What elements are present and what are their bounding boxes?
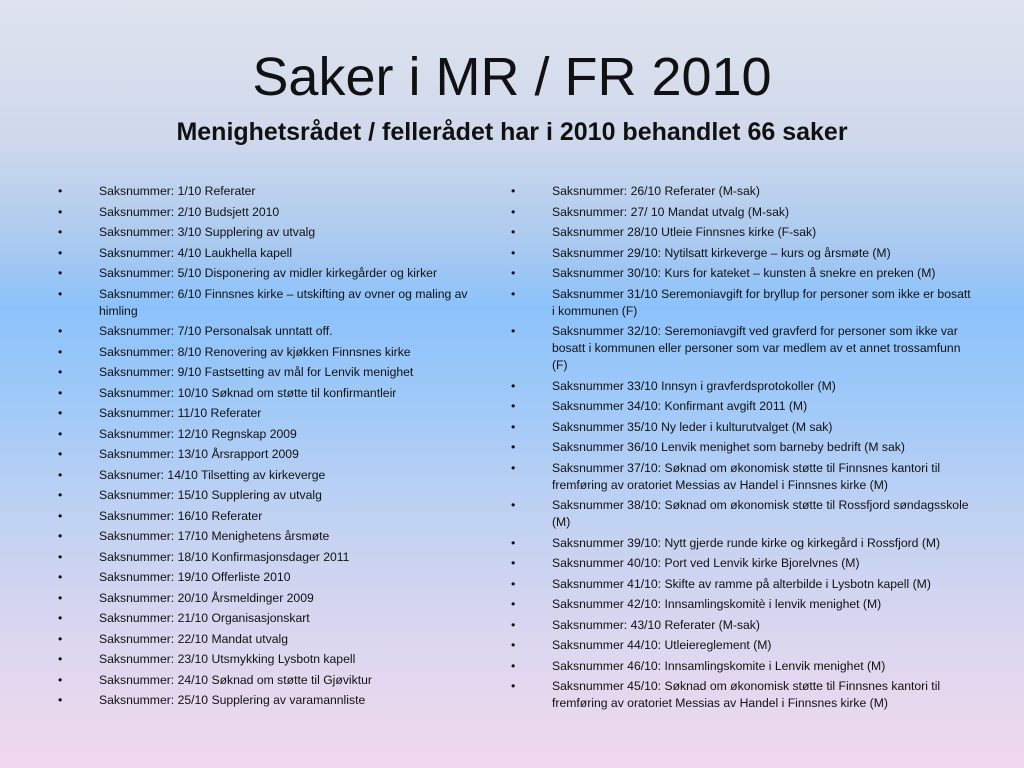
case-item-text: Saksnummer: 17/10 Menighetens årsmøte bbox=[99, 529, 330, 543]
list-item bbox=[511, 183, 971, 200]
case-item-text: Saksnummer: 9/10 Fastsetting av mål for Lenvik menighet bbox=[99, 365, 414, 379]
case-item-text: Saksnummer 44/10: Utleiereglement (M) bbox=[552, 638, 772, 652]
list-item bbox=[511, 576, 971, 593]
case-item-text: Saksnummer: 11/10 Referater bbox=[99, 406, 262, 420]
list-item bbox=[511, 460, 971, 494]
bullet-icon: • bbox=[58, 266, 63, 280]
bullet-icon: • bbox=[58, 652, 63, 666]
bullet-icon: • bbox=[58, 590, 63, 605]
case-item-text: Saksnummer 29/10: Nytilsatt kirkeverge – kurs og årsmøte (M) bbox=[552, 245, 891, 260]
list-item bbox=[58, 487, 498, 504]
case-item-text: Saksnummer 30/10: Kurs for kateket – kunsten å snekre en preken (M) bbox=[552, 266, 936, 280]
bullet-icon: • bbox=[58, 631, 63, 646]
list-item bbox=[58, 265, 498, 282]
case-item-text: Saksnummer 37/10: Søknad om økonomisk støtte til Finnsnes kantori til fremføring av oratoriet Messias av Handel i Finnsnes kirke (M) bbox=[552, 460, 941, 492]
bullet-icon: • bbox=[511, 460, 516, 475]
list-item bbox=[58, 528, 498, 545]
bullet-icon: • bbox=[58, 365, 63, 379]
list-item bbox=[58, 446, 498, 463]
list-item bbox=[58, 245, 498, 262]
case-item-text: Saksnummer: 21/10 Organisasjonskart bbox=[99, 611, 310, 625]
bullet-icon: • bbox=[511, 617, 516, 632]
list-item bbox=[511, 535, 971, 552]
list-item bbox=[511, 658, 971, 675]
list-item bbox=[58, 631, 498, 648]
bullet-icon: • bbox=[58, 406, 63, 420]
bullet-icon: • bbox=[58, 570, 63, 584]
bullet-icon: • bbox=[511, 419, 516, 434]
list-item bbox=[58, 610, 498, 627]
left-case-list bbox=[58, 183, 498, 713]
list-item bbox=[58, 323, 498, 340]
case-item-text: Saksnummer 40/10: Port ved Lenvik kirke Bjorelvnes (M) bbox=[552, 556, 860, 570]
bullet-icon: • bbox=[58, 286, 63, 301]
case-item-text: Saksnummer: 19/10 Offerliste 2010 bbox=[99, 570, 291, 584]
bullet-icon: • bbox=[58, 672, 63, 687]
bullet-icon: • bbox=[58, 426, 63, 441]
case-item-text: Saksnummer 39/10: Nytt gjerde runde kirke og kirkegård i Rossfjord (M) bbox=[552, 535, 941, 550]
list-item bbox=[58, 590, 498, 607]
list-item bbox=[58, 364, 498, 381]
list-item bbox=[511, 323, 971, 374]
case-item-text: Saksnummer: 7/10 Personalsak unntatt off. bbox=[99, 324, 333, 338]
bullet-icon: • bbox=[511, 679, 516, 693]
list-item bbox=[58, 385, 498, 402]
right-case-list bbox=[511, 183, 971, 716]
bullet-icon: • bbox=[511, 225, 516, 239]
list-item bbox=[58, 224, 498, 241]
list-item bbox=[511, 678, 971, 712]
case-item-text: Saksnummer: 25/10 Supplering av varamannliste bbox=[99, 693, 366, 707]
case-item-text: Saksnummer 41/10: Skifte av ramme på alterbilde i Lysbotn kapell (M) bbox=[552, 576, 931, 591]
case-item-text: Saksnummer: 4/10 Laukhella kapell bbox=[99, 245, 293, 260]
bullet-icon: • bbox=[58, 184, 63, 198]
bullet-icon: • bbox=[58, 467, 63, 482]
bullet-icon: • bbox=[58, 447, 63, 461]
case-item-text: Saksnummer 38/10: Søknad om økonomisk støtte til Rossfjord søndagsskole (M) bbox=[552, 498, 969, 529]
case-item-text: Saksnummer: 27/ 10 Mandat utvalg (M-sak) bbox=[552, 204, 790, 219]
bullet-icon: • bbox=[58, 611, 63, 625]
case-item-text: Saksnummer: 3/10 Supplering av utvalg bbox=[99, 225, 316, 239]
list-item bbox=[511, 398, 971, 415]
list-item bbox=[58, 426, 498, 443]
case-item-text: Saksnummer: 5/10 Disponering av midler kirkegårder og kirker bbox=[99, 266, 438, 280]
case-item-text: Saksnummer 31/10 Seremoniavgift for bryllup for personer som ikke er bosatt i kommunen (F) bbox=[552, 286, 971, 318]
list-item bbox=[511, 555, 971, 572]
case-item-text: Saksnummer: 2/10 Budsjett 2010 bbox=[99, 204, 280, 219]
bullet-icon: • bbox=[58, 488, 63, 502]
case-item-text: Saksnummer 45/10: Søknad om økonomisk støtte til Finnsnes kantori til fremføring av oratoriet Messias av Handel i Finnsnes kirke (M) bbox=[552, 679, 941, 710]
case-item-text: Saksnummer: 8/10 Renovering av kjøkken Finnsnes kirke bbox=[99, 344, 411, 359]
case-item-text: Saksnummer: 15/10 Supplering av utvalg bbox=[99, 488, 322, 502]
case-item-text: Saksnummer 32/10: Seremoniavgift ved gravferd for personer som ikke var bosatt i kommunen eller personer som var medlem av et annet trossamfunn (F) bbox=[552, 324, 961, 372]
bullet-icon: • bbox=[511, 535, 516, 550]
case-item-text: Saksnummer: 10/10 Søknad om støtte til konfirmantleir bbox=[99, 385, 397, 400]
case-item-text: Saksnummer: 23/10 Utsmykking Lysbotn kapell bbox=[99, 652, 356, 666]
list-item bbox=[511, 265, 971, 282]
slide-title: Saker i MR / FR 2010 bbox=[252, 47, 772, 107]
list-item bbox=[511, 286, 971, 320]
case-item-text: Saksnummer: 43/10 Referater (M-sak) bbox=[552, 617, 760, 632]
bullet-icon: • bbox=[511, 597, 516, 611]
bullet-icon: • bbox=[511, 286, 516, 301]
bullet-icon: • bbox=[511, 399, 516, 413]
case-item-text: Saksnummer 28/10 Utleie Finnsnes kirke (F-sak) bbox=[552, 225, 817, 239]
bullet-icon: • bbox=[511, 204, 516, 219]
bullet-icon: • bbox=[58, 385, 63, 400]
case-item-text: Saksnummer: 18/10 Konfirmasjonsdager 2011 bbox=[99, 549, 350, 564]
list-item bbox=[58, 286, 498, 320]
case-item-text: Saksnummer: 6/10 Finnsnes kirke – utskifting av ovner og maling av himling bbox=[99, 286, 468, 318]
list-item bbox=[511, 439, 971, 456]
case-item-text: Saksnummer: 12/10 Regnskap 2009 bbox=[99, 426, 297, 441]
case-item-text: Saksnummer: 22/10 Mandat utvalg bbox=[99, 631, 289, 646]
list-item bbox=[511, 637, 971, 654]
bullet-icon: • bbox=[58, 225, 63, 239]
bullet-icon: • bbox=[511, 184, 516, 198]
list-item bbox=[58, 692, 498, 709]
bullet-icon: • bbox=[511, 576, 516, 591]
bullet-icon: • bbox=[511, 266, 516, 280]
bullet-icon: • bbox=[511, 324, 516, 338]
case-item-text: Saksnummer: 24/10 Søknad om støtte til Gjøviktur bbox=[99, 672, 372, 687]
list-item bbox=[58, 405, 498, 422]
case-item-text: Saksnummer: 13/10 Årsrapport 2009 bbox=[99, 447, 299, 461]
slide-subtitle: Menighetsrådet / fellerådet har i 2010 behandlet 66 saker bbox=[176, 118, 848, 146]
case-item-text: Saksnummer 33/10 Innsyn i gravferdsprotokoller (M) bbox=[552, 378, 836, 393]
case-item-text: Saksnummer 35/10 Ny leder i kulturutvalget (M sak) bbox=[552, 419, 833, 434]
case-item-text: Saksnummer 42/10: Innsamlingskomitè i lenvik menighet (M) bbox=[552, 597, 882, 611]
list-item bbox=[511, 204, 971, 221]
case-item-text: Saksnummer: 26/10 Referater (M-sak) bbox=[552, 184, 760, 198]
list-item bbox=[511, 419, 971, 436]
list-item bbox=[511, 497, 971, 531]
list-item bbox=[58, 183, 498, 200]
list-item bbox=[511, 617, 971, 634]
bullet-icon: • bbox=[58, 693, 63, 707]
list-item bbox=[511, 378, 971, 395]
list-item bbox=[58, 204, 498, 221]
case-item-text: Saksnummer: 16/10 Referater bbox=[99, 508, 263, 523]
bullet-icon: • bbox=[58, 549, 63, 564]
list-item bbox=[58, 549, 498, 566]
bullet-icon: • bbox=[58, 245, 63, 260]
bullet-icon: • bbox=[511, 638, 516, 652]
bullet-icon: • bbox=[511, 378, 516, 393]
list-item bbox=[58, 651, 498, 668]
list-item bbox=[511, 224, 971, 241]
case-item-text: Saksnummer: 1/10 Referater bbox=[99, 184, 256, 198]
case-item-text: Saksnumer: 14/10 Tilsetting av kirkeverge bbox=[99, 467, 326, 482]
bullet-icon: • bbox=[58, 324, 63, 338]
bullet-icon: • bbox=[58, 344, 63, 359]
case-item-text: Saksnummer 34/10: Konfirmant avgift 2011 (M) bbox=[552, 399, 808, 413]
list-item bbox=[511, 245, 971, 262]
bullet-icon: • bbox=[511, 245, 516, 260]
list-item bbox=[58, 672, 498, 689]
bullet-icon: • bbox=[58, 204, 63, 219]
list-item bbox=[58, 508, 498, 525]
list-item bbox=[58, 344, 498, 361]
bullet-icon: • bbox=[511, 440, 516, 454]
list-item bbox=[58, 569, 498, 586]
bullet-icon: • bbox=[511, 498, 516, 512]
bullet-icon: • bbox=[511, 556, 516, 570]
case-item-text: Saksnummer 36/10 Lenvik menighet som barneby bedrift (M sak) bbox=[552, 440, 905, 454]
list-item bbox=[58, 467, 498, 484]
bullet-icon: • bbox=[511, 658, 516, 673]
bullet-icon: • bbox=[58, 529, 63, 543]
case-item-text: Saksnummer: 20/10 Årsmeldinger 2009 bbox=[99, 590, 314, 605]
case-item-text: Saksnummer 46/10: Innsamlingskomite i Lenvik menighet (M) bbox=[552, 658, 886, 673]
bullet-icon: • bbox=[58, 508, 63, 523]
list-item bbox=[511, 596, 971, 613]
